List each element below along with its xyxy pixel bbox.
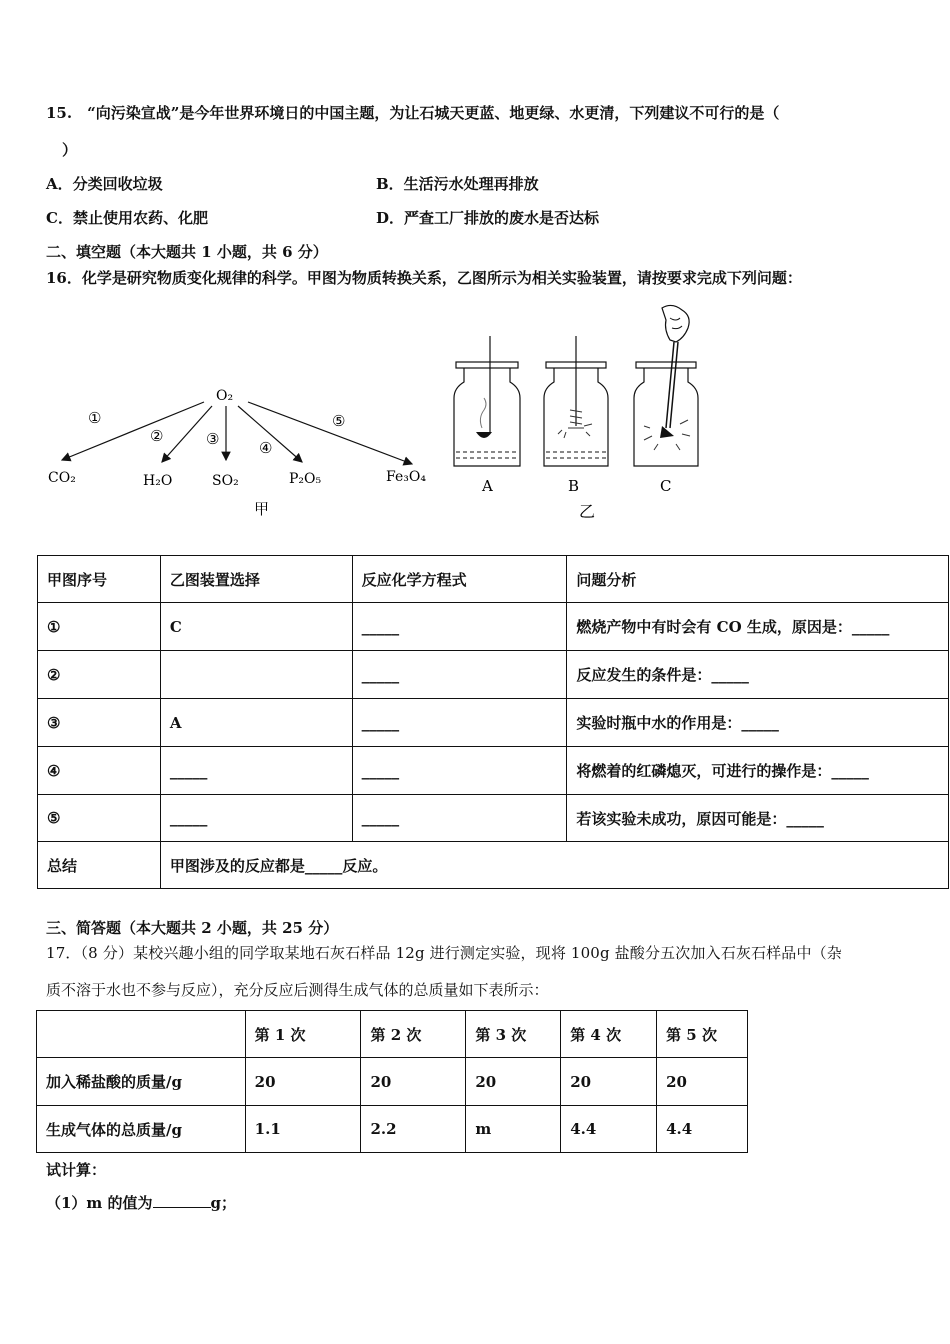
cell: 2.2 [361,1106,466,1153]
header-cell [37,1011,246,1058]
header-cell: 第 3 次 [466,1011,561,1058]
cell: 反应发生的条件是：_____ [567,651,949,699]
q16-table [37,555,949,889]
q15-option-d: D．严查工厂排放的废水是否达标 [376,209,600,227]
cell: 若该实验未成功，原因可能是：_____ [567,795,949,842]
header-cell: 第 5 次 [657,1011,748,1058]
section-2-heading: 二、填空题（本大题共 1 小题，共 6 分） [46,243,328,261]
q17-table [36,1010,748,1153]
cell: ⑤ [38,795,161,842]
cell: 将燃着的红磷熄灭，可进行的操作是：_____ [567,747,949,795]
q17-table-header [37,1011,748,1058]
cell: ① [38,603,161,651]
cell [160,651,352,699]
cell: _____ [160,747,352,795]
table-row [37,1106,748,1153]
cell: 4.4 [561,1106,657,1153]
table-row [38,795,949,842]
q16-stem: 16．化学是研究物质变化规律的科学。甲图为物质转换关系，乙图所示为相关实验装置，请按要求完成下列问题： [46,269,802,287]
summary-label: 总结 [38,842,161,889]
cell: ③ [38,699,161,747]
table-row [38,651,949,699]
cell: 1.1 [245,1106,361,1153]
q15-stem: 15. “向污染宣战”是今年世界环境日的中国主题，为让石城天更蓝、地更绿、水更清，下列建议不可行的是（ [46,104,780,122]
table-row [38,699,949,747]
header-cell: 甲图序号 [38,556,161,603]
q15-option-a: A．分类回收垃圾 [46,175,163,193]
cell: 20 [466,1058,561,1106]
label-c: C [660,477,672,495]
cell: m [466,1106,561,1153]
cell: ④ [38,747,161,795]
cell: 20 [561,1058,657,1106]
arrow-1 [62,402,204,460]
bottle-a [454,336,520,466]
table-row [38,747,949,795]
cell: 加入稀盐酸的质量/g [37,1058,246,1106]
q17-sub1-prefix: （1）m 的值为 [46,1194,153,1212]
cell: 4.4 [657,1106,748,1153]
q17-sub1 [46,1192,236,1213]
header-cell: 问题分析 [567,556,949,603]
q17-calc-label: 试计算： [46,1161,107,1179]
cell: 实验时瓶中水的作用是：_____ [567,699,949,747]
label-b: B [568,477,580,495]
cell: _____ [160,795,352,842]
cell: C [160,603,352,651]
label-a: A [482,477,493,495]
summary-text: 甲图涉及的反应都是_____反应。 [160,842,948,889]
o2-label: O₂ [216,388,234,404]
bottle-b [544,336,608,466]
diagram-jia [40,378,440,528]
header-cell: 第 4 次 [561,1011,657,1058]
cell: 燃烧产物中有时会有 CO 生成，原因是：_____ [567,603,949,651]
q16-table-header [38,556,949,603]
header-cell: 乙图装置选择 [160,556,352,603]
section-3-heading: 三、简答题（本大题共 2 小题，共 25 分） [46,919,339,937]
arrow-label-1: ① [88,409,102,427]
q15-option-b: B．生活污水处理再排放 [376,175,539,193]
bottle-c [634,305,698,466]
arrow-label-5: ⑤ [332,412,346,430]
q15-option-c: C．禁止使用农药、化肥 [46,209,208,227]
product-so2: SO₂ [212,473,239,489]
cell: 20 [245,1058,361,1106]
table-row [37,1058,748,1106]
q17-stem-line1: 17．（8 分）某校兴趣小组的同学取某地石灰石样品 12g 进行测定实验，现将 100g 盐酸分五次加入石灰石样品中（杂 [46,944,842,962]
product-fe3o4: Fe₃O₄ [386,469,426,485]
cell: 生成气体的总质量/g [37,1106,246,1153]
header-cell: 反应化学方程式 [352,556,567,603]
cell: _____ [352,603,567,651]
table-row [38,603,949,651]
q17-sub1-suffix: g； [210,1194,237,1212]
summary-row [38,842,949,889]
arrow-label-4: ④ [259,439,273,457]
cell: _____ [352,795,567,842]
cell: _____ [352,651,567,699]
caption-jia: 甲 [254,500,270,518]
answer-blank [153,1207,211,1208]
arrow-label-3: ③ [206,430,220,448]
q15-paren-close: ） [62,141,78,159]
arrow-label-2: ② [150,427,164,445]
cell: ② [38,651,161,699]
cell: _____ [352,699,567,747]
cell: 20 [361,1058,466,1106]
product-h2o: H₂O [143,473,173,489]
product-p2o5: P₂O₅ [289,471,322,487]
header-cell: 第 1 次 [245,1011,361,1058]
cell: A [160,699,352,747]
product-co2: CO₂ [48,470,76,486]
cell: _____ [352,747,567,795]
header-cell: 第 2 次 [361,1011,466,1058]
q17-stem-line2: 质不溶于水也不参与反应），充分反应后测得生成气体的总质量如下表所示： [46,981,549,999]
caption-yi: 乙 [579,502,596,521]
arrow-5 [248,402,412,464]
diagram-yi [440,300,710,525]
arrow-2 [162,406,212,462]
cell: 20 [657,1058,748,1106]
